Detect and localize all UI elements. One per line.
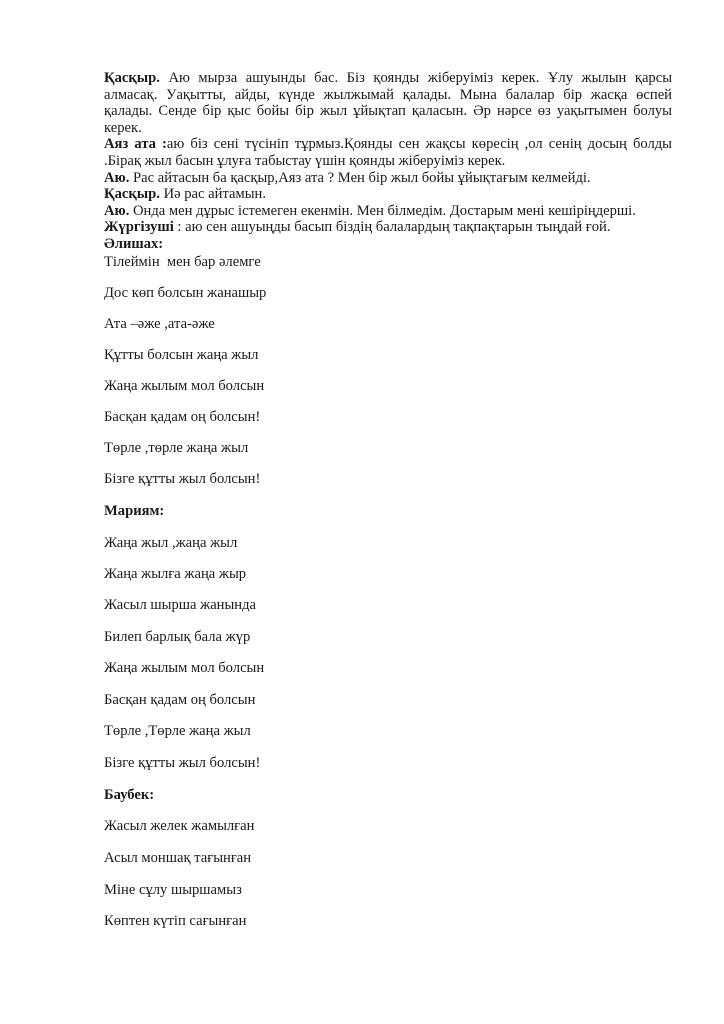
speaker-label: Аю.: [104, 169, 130, 186]
dialog-line: [104, 170, 672, 187]
section-heading: Мариям:: [104, 503, 165, 519]
poem-line: Бізге құтты жыл болсын!: [104, 755, 261, 771]
dialog-block: [104, 70, 672, 253]
section-heading: Баубек:: [104, 787, 155, 803]
poem-line: Жаңа жылым мол болсын: [104, 660, 265, 676]
dialog-line: [104, 186, 672, 203]
speaker-label: Жүргізуші: [104, 219, 174, 236]
poem-line: Көптен күтіп сағынған: [104, 913, 247, 929]
poem-line: Бізге құтты жыл болсын!: [104, 471, 261, 487]
poem-line: Асыл моншақ тағынған: [104, 850, 252, 866]
poem-line: Құтты болсын жаңа жыл: [104, 347, 259, 363]
poem-line: Төрле ,Төрле жаңа жыл: [104, 723, 251, 739]
poem-line: Тілеймін мен бар әлемге: [104, 254, 261, 270]
poem-line: Жаңа жылым мол болсын: [104, 378, 265, 394]
dialog-text: Аю мырза ашуынды бас. Біз қоянды жіберуіміз керек. Ұлу жылын қарсы алмасақ. Уақытты, айды, күнде жылжымай қалады. Мына балалар бір жасқа өспей қалады. Сенде бір қыс бойы бір жыл ұйықтап қаласын. Әр нәрсе өз уақытымен болуы керек.: [104, 70, 672, 136]
poem-line: Билеп барлық бала жүр: [104, 629, 251, 645]
dialog-text: Онда мен дұрыс істемеген екенмін. Мен білмедім. Достарым мені кешіріңдерші.: [129, 202, 636, 219]
poem-line: Жаңа жыл ,жаңа жыл: [104, 535, 238, 551]
poem-line: Міне сұлу шыршамыз: [104, 882, 242, 898]
dialog-line: [104, 70, 672, 136]
dialog-text: Иә рас айтамын.: [159, 186, 266, 203]
dialog-line: [104, 136, 672, 169]
poem-line: Жаңа жылға жаңа жыр: [104, 566, 247, 582]
dialog-text: : аю сен ашуыңды басып біздің балалардың тақпақтарын тыңдай ғой.: [173, 219, 611, 236]
speaker-label: Қасқыр.: [104, 70, 160, 86]
poem-line: Жасыл шырша жанында: [104, 597, 256, 613]
speaker-label: Аю.: [104, 202, 130, 219]
dialog-line: [104, 203, 672, 220]
dialog-line: [104, 219, 672, 236]
poem-line: Ата –әже ,ата-әже: [104, 316, 215, 332]
dialog-text: аю біз сені түсініп тұрмыз.Қоянды сен жақсы көресің ,ол сенің досың болды .Бірақ жыл басын ұлуға табыстау үшін қоянды жіберуіміз керек.: [104, 136, 672, 169]
poem-line: Басқан қадам оң болсын: [104, 692, 256, 708]
poem-line: Жасыл желек жамылған: [104, 818, 255, 834]
poem-line: Төрле ,төрле жаңа жыл: [104, 440, 249, 456]
speaker-label: Аяз ата :: [104, 136, 167, 153]
poem-line: Басқан қадам оң болсын!: [104, 409, 261, 425]
speaker-label: Қасқыр.: [104, 186, 160, 203]
section-heading: Әлишах:: [104, 235, 164, 252]
dialog-text: Рас айтасын ба қасқыр,Аяз ата ? Мен бір жыл бойы ұйықтағым келмейді.: [129, 169, 591, 186]
poem-line: Дос көп болсын жанашыр: [104, 285, 267, 301]
